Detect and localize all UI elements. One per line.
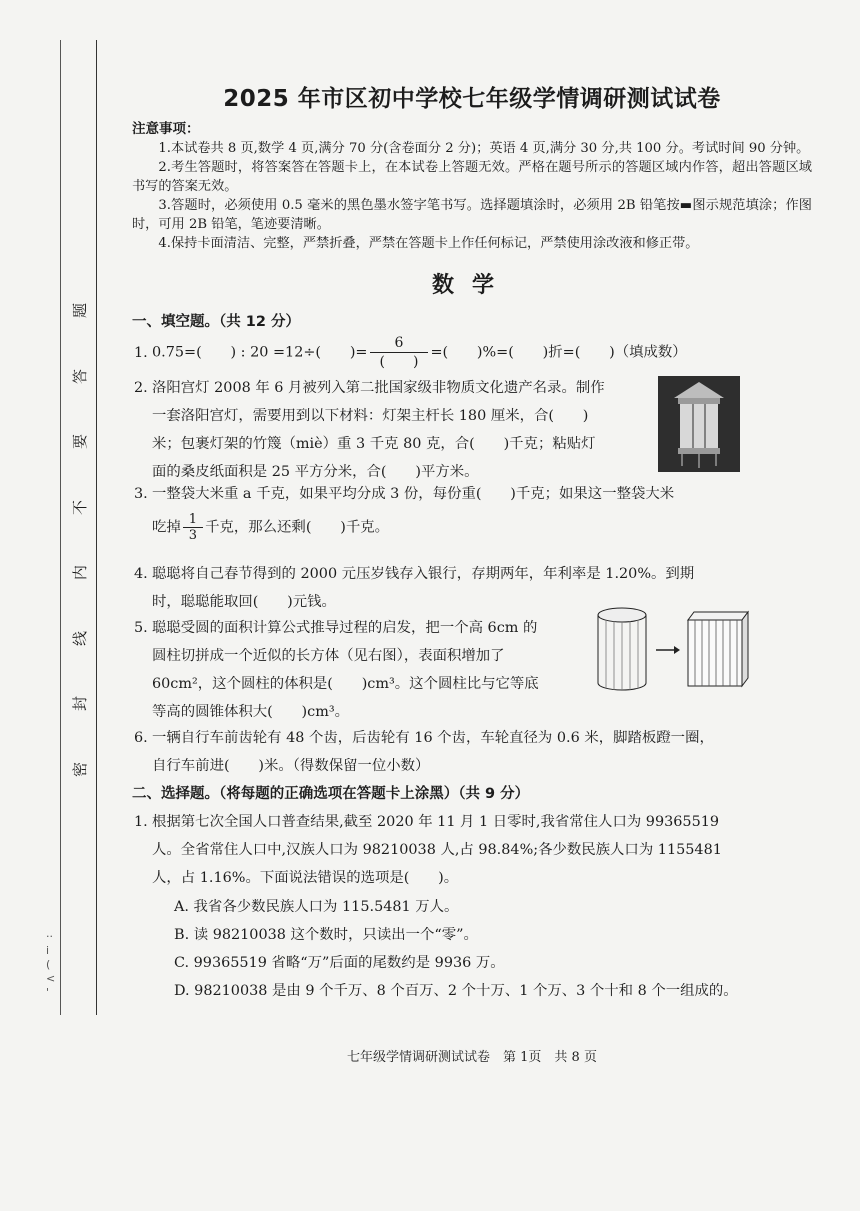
palace-lantern-image: [658, 376, 740, 472]
q1-part-a: 0.75=( ) : 20 =12÷( )=: [152, 344, 368, 361]
q3-text: 吃掉: [152, 519, 181, 536]
question-number: 1.: [134, 814, 148, 830]
q2-1-line: 根据第七次全国人口普查结果,截至 2020 年 11 月 1 日零时,我省常住人口为 99365519: [152, 814, 720, 830]
edge-mark: ··: [46, 930, 53, 943]
question-1-5: [134, 614, 604, 726]
question-number: 2.: [134, 380, 148, 396]
seal-char: 线: [71, 630, 90, 646]
cylinder-shape: [598, 608, 646, 690]
edge-mark: (: [46, 958, 51, 971]
option-c: C. 99365519 省略“万”后面的尾数约是 9936 万。: [174, 955, 505, 971]
notice-item: 4.保持卡面清洁、完整，严禁折叠，严禁在答题卡上作任何标记，严禁使用涂改液和修正带。: [158, 236, 699, 251]
fraction-numerator: 1: [188, 512, 198, 527]
question-number: 1.: [134, 344, 148, 361]
q2-line: 面的桑皮纸面积是 25 平方分米，合( )平方米。: [152, 464, 479, 480]
option-b: B. 读 98210038 这个数时，只读出一个“零”。: [174, 927, 478, 943]
question-number: 4.: [134, 566, 148, 582]
page-footer: 七年级学情调研测试试卷 第 1页 共 8 页: [347, 1050, 597, 1065]
q2-line: 米；包裹灯架的竹篾（miè）重 3 千克 80 克，合( )千克；粘贴灯: [152, 436, 596, 452]
fraction-denominator: ( ): [379, 354, 419, 370]
notice-item: 1.本试卷共 8 页,数学 4 页,满分 70 分(含卷面分 2 分)；英语 4 页,满分 30 分,共 100 分。考试时间 90 分钟。: [158, 141, 810, 156]
q2-1-line: 人，占 1.16%。下面说法错误的选项是( )。: [152, 870, 459, 886]
q4-line1: 聪聪将自己春节得到的 2000 元压岁钱存入银行，存期两年，年利率是 1.20%。到期: [152, 566, 695, 582]
binding-outer-line: [60, 40, 61, 1015]
subject-heading: 数学: [431, 273, 512, 298]
option-a: A. 我省各少数民族人口为 115.5481 万人。: [174, 899, 459, 915]
seal-char: 封: [71, 696, 90, 712]
q3-fraction: [183, 512, 203, 543]
notice-item: 2.考生答题时，将答案答在答题卡上，在本试卷上答题无效。严格在题号所示的答题区域内作答，超出答题区域书写的答案无效。: [132, 160, 812, 194]
arrow-icon: [656, 646, 680, 654]
q6-line1: 一辆自行车前齿轮有 48 个齿，后齿轮有 16 个齿，车轮直径为 0.6 米，脚踏板蹬一圈，: [152, 730, 714, 746]
question-1-6: [134, 724, 714, 780]
seal-char: 题: [71, 302, 90, 319]
edge-marks: [46, 930, 55, 1000]
q2-1-line: 人。全省常住人口中,汉族人口为 98210038 人,占 98.84%;各少数民族人口为 1155481: [152, 842, 722, 858]
q5-line: 圆柱切拼成一个近似的长方体（见右图），表面积增加了: [152, 648, 505, 664]
q3-line1: 一整袋大米重 a 千克，如果平均分成 3 份，每份重( )千克；如果这一整袋大米: [152, 486, 675, 502]
notice-heading: 注意事项：: [132, 121, 200, 137]
seal-char: 内: [71, 565, 90, 581]
q5-line: 60cm²，这个圆柱的体积是( )cm³。这个圆柱比与它等底: [152, 676, 539, 692]
q5-line: 等高的圆锥体积大( )cm³。: [152, 704, 350, 720]
fraction-numerator: 6: [394, 335, 404, 351]
question-1-1: [134, 334, 687, 371]
section2-heading: 二、选择题。（将每题的正确选项在答题卡上涂黑）（共 9 分）: [132, 786, 530, 802]
q3-text: 千克，那么还剩( )千克。: [205, 519, 389, 536]
seal-char: 答: [71, 368, 90, 384]
q1-part-b: =( )%=( )折=( )（填成数）: [430, 344, 687, 361]
question-number: 5.: [134, 620, 148, 636]
notice-item: 3.答题时，必须使用 0.5 毫米的黑色墨水签字笔书写。选择题填涂时，必须用 2B 铅笔按▬图示规范填涂；作图时，可用 2B 铅笔，笔迹要清晰。: [132, 198, 812, 232]
q2-line: 洛阳宫灯 2008 年 6 月被列入第二批国家级非物质文化遗产名录。制作: [152, 380, 605, 396]
question-1-2: [134, 374, 654, 486]
section1-heading: 一、填空题。（共 12 分）: [132, 314, 301, 330]
q5-line: 聪聪受圆的面积计算公式推导过程的启发，把一个高 6cm 的: [152, 620, 538, 636]
binding-seal-text: [69, 300, 91, 780]
q6-line2: 自行车前进( )米。（得数保留一位小数）: [152, 758, 430, 774]
question-number: 6.: [134, 730, 148, 746]
seal-char: 不: [71, 499, 90, 515]
question-2-1: [134, 808, 722, 892]
edge-mark: ': [46, 986, 50, 999]
cylinder-to-cuboid-figure: [592, 606, 752, 692]
question-1-3: [134, 480, 674, 543]
question-number: 3.: [134, 486, 148, 502]
fraction-denominator: 3: [188, 528, 198, 543]
edge-mark: <: [46, 972, 56, 985]
q2-line: 一套洛阳宫灯，需要用到以下材料：灯架主杆长 180 厘米，合( ): [152, 408, 589, 424]
notice-block: [132, 120, 812, 253]
q3-line2: [134, 512, 674, 543]
binding-inner-line: [96, 40, 97, 1015]
seal-char: 要: [71, 434, 90, 450]
lantern-icon: [658, 376, 740, 472]
option-d: D. 98210038 是由 9 个千万、8 个百万、2 个十万、1 个万、3 个十和 8 个一组成的。: [174, 983, 738, 999]
q1-fraction: [370, 334, 429, 371]
edge-mark: i: [46, 944, 50, 957]
cuboid-shape: [688, 612, 748, 686]
seal-char: 密: [71, 761, 90, 777]
q4-line2: 时，聪聪能取回( )元钱。: [152, 594, 336, 610]
exam-title: 2025 年市区初中学校七年级学情调研测试试卷: [223, 86, 721, 112]
